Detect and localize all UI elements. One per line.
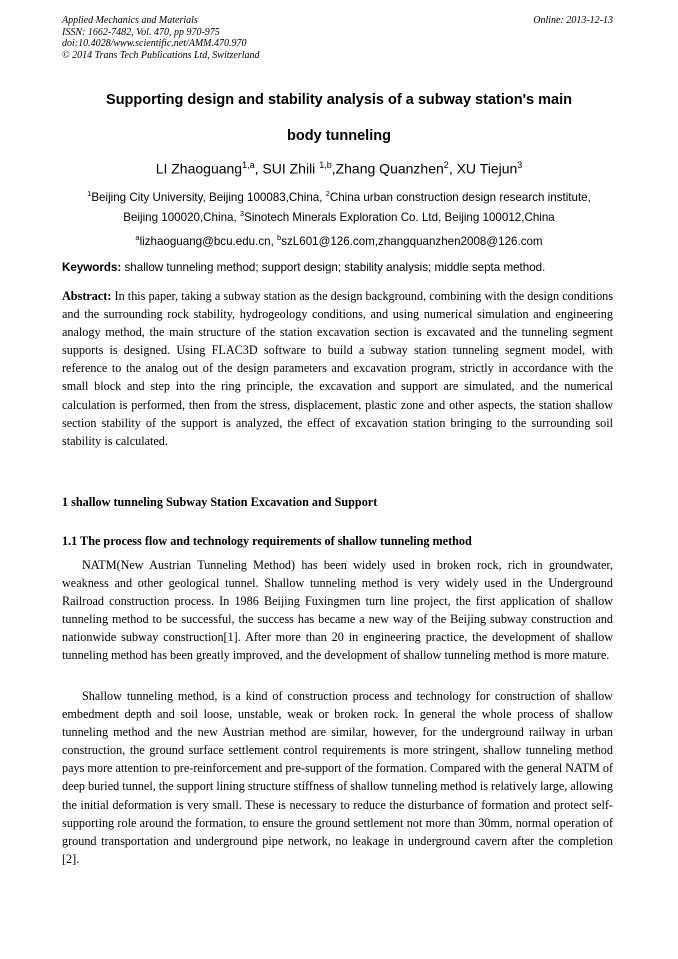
email-text[interactable]: lizhaoguang@bcu.edu.cn, (139, 234, 278, 248)
author-name: ,Zhang Quanzhen (331, 160, 444, 177)
affiliation-line1 (62, 189, 616, 204)
subsection-heading: 1.1 The process flow and technology requirements of shallow tunneling method (62, 534, 472, 548)
keywords-text: shallow tunneling method; support design; stability analysis; middle septa method. (121, 261, 546, 274)
affil-text: China urban construction design research institute, (329, 190, 591, 204)
author-sup: 1,a (242, 160, 255, 170)
author-name: LI Zhaoguang (155, 160, 243, 177)
journal-doi: doi:10.4028/www.scientific.net/AMM.470.970 (62, 38, 247, 49)
author-list (62, 160, 616, 177)
online-date: Online: 2013-12-13 (533, 15, 613, 26)
abstract (62, 287, 613, 450)
paper-title-line2: body tunneling (287, 128, 391, 144)
journal-name: Applied Mechanics and Materials (62, 15, 198, 26)
author-sup: 1,b (319, 160, 332, 170)
abstract-text: In this paper, taking a subway station as the design background, combining with the design conditions and the surrounding rock stability, hydrogeology conditions, and using numerical simulation and engineering analogy method, the main structure of the station excavation section is excavated and the tunneling segment supports is designed. Using FLAC3D software to build a subway station tunneling segment model, with reference to the analog out of the design parameters and excavation program, strictly in accordance with the small block and step into the ring principle, the excavation and support are simulated, and the numerical calculation is performed, then from the stress, displacement, plastic zone and other aspects, the station shallow section stability of the support is analyzed, the effect of excavation station bringing to the surrounding soil stability is calculated. (62, 289, 613, 448)
email-sup: b (277, 233, 282, 242)
affil-sup: 2 (325, 189, 330, 198)
affil-text: Beijing 100020,China, (123, 210, 240, 224)
body-paragraph-2: Shallow tunneling method, is a kind of construction process and technology for construction of shallow embedment depth and soil loose, unstable, weak or broken rock. In general the whole process of shallow tunneling method and the new Austrian method are similar, however, for the underground railway in urban construction, the ground surface settlement control requirements is more stringent, shallow tunneling method pays more attention to pre-reinforcement and pre-support of the formation. Compared with the general NATM of deep buried tunnel, the support lining structure stiffness of shallow tunneling method is relatively large, allowing the initial deformation is very small. These is necessary to reduce the disturbance of formation and protect self-supporting role around the formation, to ensure the ground settlement not more than 30mm, normal operation of ground transportation and underground pipe network, no leakage in underground cavern after the completion [2]. (62, 689, 613, 866)
keywords (62, 261, 622, 274)
affiliation-line2 (62, 209, 616, 224)
author-name: , XU Tiejun (448, 160, 518, 177)
affil-text: Sinotech Minerals Exploration Co. Ltd, Beijing 100012,China (244, 210, 555, 224)
journal-issn: ISSN: 1662-7482, Vol. 470, pp 970-975 (62, 26, 220, 38)
author-name: , SUI Zhili (254, 160, 320, 177)
email-sup: a (135, 233, 140, 242)
body-paragraph-1: NATM(New Austrian Tunneling Method) has been widely used in broken rock, rich in groundwater, weakness and other geological tunnel. Shallow tunneling method is very widely used in the Underground Railroad construction process. In 1986 Beijing Fuxingmen turn line project, the first application of shallow tunneling method to be successful, the success has became a new way of the Beijing subway construction and nationwide subway construction[1]. After more than 20 in engineering practice, the development of shallow tunneling method has been greatly improved, and the development of shallow tunneling method is more mature. (62, 558, 613, 663)
keywords-label: Keywords: (62, 261, 122, 274)
affil-sup: 3 (239, 209, 245, 218)
email-line (62, 233, 616, 248)
journal-copyright: © 2014 Trans Tech Publications Ltd, Switzerland (62, 49, 260, 61)
section-heading: 1 shallow tunneling Subway Station Excavation and Support (62, 495, 378, 509)
affil-text: Beijing City University, Beijing 100083,China, (91, 190, 326, 204)
journal-info (62, 15, 260, 61)
email-text[interactable]: szL601@126.com,zhangquanzhen2008@126.com (281, 234, 543, 248)
affil-sup: 1 (87, 189, 92, 198)
paper-title-line1: Supporting design and stability analysis of a subway station's main (106, 92, 572, 108)
abstract-label: Abstract: (62, 289, 112, 303)
author-sup: 2 (443, 160, 449, 170)
author-sup: 3 (517, 160, 523, 170)
